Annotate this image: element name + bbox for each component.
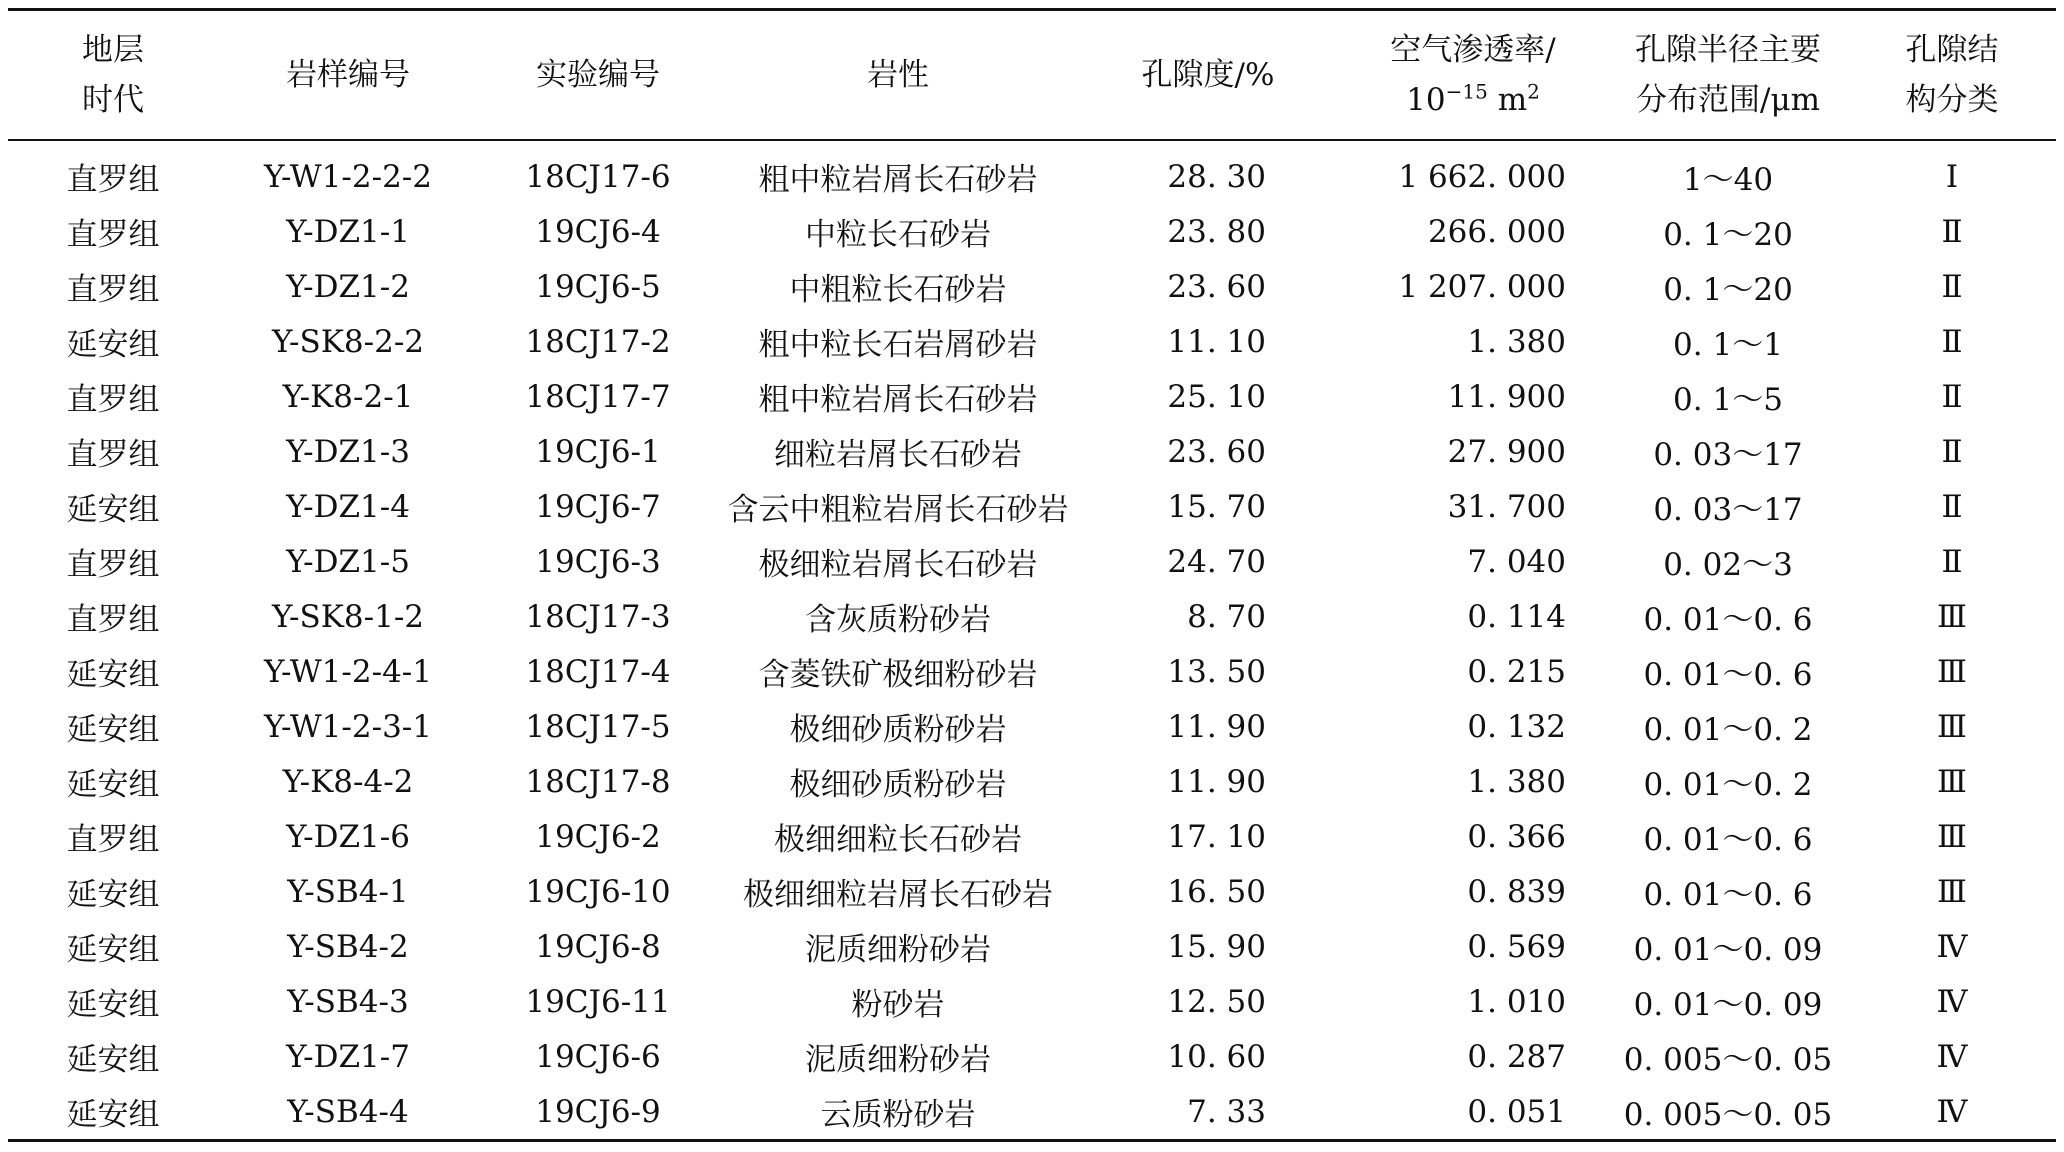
- cell-lithology: 细粒岩屑长石砂岩: [774, 437, 1022, 473]
- header-porosity-label: 孔隙度/%: [1141, 57, 1275, 93]
- table-row: [8, 699, 2056, 754]
- cell-pore-structure-class: Ⅱ: [1941, 378, 1963, 415]
- cell-porosity: 8. 70: [1187, 598, 1266, 635]
- cell-porosity: 13. 50: [1167, 653, 1266, 690]
- cell-lithology: 粗中粒岩屑长石砂岩: [758, 162, 1038, 198]
- cell-lithology: 含云中粗粒岩屑长石砂岩: [727, 492, 1069, 528]
- table-row: [8, 259, 2056, 314]
- cell-experiment-id: 19CJ6-7: [535, 488, 661, 525]
- cell-pore-structure-class: Ⅰ: [1945, 158, 1959, 195]
- cell-permeability: 0. 287: [1467, 1038, 1566, 1075]
- cell-stratum-age: 直罗组: [66, 602, 160, 638]
- cell-pore-radius-range: 0. 03～17: [1653, 437, 1803, 473]
- cell-permeability: 0. 839: [1467, 873, 1566, 910]
- table-row: [8, 479, 2056, 534]
- header-stratum-age-line2: 时代: [82, 82, 144, 118]
- cell-porosity: 23. 80: [1167, 213, 1266, 250]
- header-pore-class-line2: 构分类: [1905, 82, 1999, 118]
- cell-porosity: 12. 50: [1167, 983, 1266, 1020]
- cell-permeability: 1 662. 000: [1398, 158, 1566, 195]
- cell-experiment-id: 19CJ6-2: [535, 818, 661, 855]
- cell-experiment-id: 19CJ6-9: [478, 1084, 718, 1141]
- header-stratum-age: [8, 10, 218, 141]
- cell-pore-structure-class: Ⅲ: [1937, 708, 1967, 745]
- cell-permeability: 1. 380: [1467, 323, 1566, 360]
- cell-lithology: 粗中粒岩屑长石砂岩: [758, 382, 1038, 418]
- cell-sample-id: Y-DZ1-7: [286, 1038, 410, 1075]
- header-permeability-line2: [1338, 75, 1608, 125]
- cell-sample-id: Y-DZ1-2: [286, 268, 410, 305]
- cell-stratum-age: 延安组: [66, 932, 160, 968]
- cell-permeability: 7. 040: [1467, 543, 1566, 580]
- cell-permeability: 31. 700: [1447, 488, 1566, 525]
- cell-stratum-age: 直罗组: [66, 382, 160, 418]
- cell-experiment-id: 18CJ17-6: [525, 158, 671, 195]
- cell-porosity: 7. 33: [1078, 1084, 1338, 1141]
- cell-porosity: 23. 60: [1167, 433, 1266, 470]
- cell-sample-id: Y-K8-4-2: [282, 763, 414, 800]
- header-permeability-line1: 空气渗透率/: [1390, 32, 1556, 68]
- cell-sample-id: Y-W1-2-4-1: [263, 653, 433, 690]
- header-pore-radius-range: [1608, 10, 1848, 141]
- cell-pore-radius-range: 0. 03～17: [1653, 492, 1803, 528]
- cell-sample-id: Y-K8-2-1: [282, 378, 414, 415]
- cell-pore-structure-class: Ⅲ: [1937, 763, 1967, 800]
- header-pore-structure-class: [1848, 10, 2056, 141]
- header-lithology-label: 岩性: [867, 57, 929, 93]
- cell-sample-id: Y-DZ1-6: [286, 818, 410, 855]
- cell-lithology: 极细砂质粉砂岩: [789, 767, 1007, 803]
- table-row: [8, 140, 2056, 204]
- cell-pore-radius-range: 0. 1～5: [1673, 382, 1783, 418]
- cell-experiment-id: 19CJ6-11: [525, 983, 671, 1020]
- cell-porosity: 10. 60: [1167, 1038, 1266, 1075]
- header-experiment-id: [478, 10, 718, 141]
- cell-pore-radius-range: 0. 01～0. 09: [1633, 987, 1823, 1023]
- table-body: [8, 140, 2056, 1141]
- cell-experiment-id: 18CJ17-5: [525, 708, 671, 745]
- cell-porosity: 17. 10: [1167, 818, 1266, 855]
- cell-stratum-age: 延安组: [66, 657, 160, 693]
- cell-experiment-id: 18CJ17-8: [525, 763, 671, 800]
- cell-pore-structure-class: Ⅱ: [1941, 213, 1963, 250]
- header-permeability-base: 10: [1406, 82, 1446, 118]
- cell-sample-id: Y-SK8-2-2: [271, 323, 425, 360]
- cell-pore-structure-class: Ⅱ: [1941, 323, 1963, 360]
- cell-permeability: 11. 900: [1447, 378, 1566, 415]
- cell-porosity: 11. 90: [1167, 763, 1266, 800]
- header-sample-id: [218, 10, 478, 141]
- table-header: [8, 10, 2056, 141]
- cell-permeability: 0. 366: [1467, 818, 1566, 855]
- cell-pore-radius-range: 0. 1～1: [1673, 327, 1783, 363]
- cell-pore-radius-range: 0. 02～3: [1663, 547, 1793, 583]
- cell-experiment-id: 18CJ17-3: [525, 598, 671, 635]
- cell-experiment-id: 19CJ6-1: [535, 433, 661, 470]
- cell-pore-radius-range: 0. 1～20: [1663, 272, 1793, 308]
- cell-permeability: 266. 000: [1427, 213, 1566, 250]
- header-experiment-id-label: 实验编号: [536, 57, 660, 93]
- cell-stratum-age: 延安组: [8, 1084, 218, 1141]
- cell-porosity: 15. 90: [1167, 928, 1266, 965]
- table-row: [8, 1029, 2056, 1084]
- cell-pore-radius-range: 0. 005～0. 05: [1608, 1084, 1848, 1141]
- cell-permeability: 27. 900: [1447, 433, 1566, 470]
- cell-lithology: 粗中粒长石岩屑砂岩: [758, 327, 1038, 363]
- table-row: [8, 369, 2056, 424]
- cell-experiment-id: 19CJ6-10: [525, 873, 671, 910]
- cell-pore-radius-range: 1～40: [1682, 162, 1774, 198]
- header-row: [8, 10, 2056, 141]
- table-row: [8, 424, 2056, 479]
- cell-lithology: 粉砂岩: [851, 987, 945, 1023]
- cell-pore-structure-class: Ⅱ: [1941, 433, 1963, 470]
- cell-stratum-age: 延安组: [66, 987, 160, 1023]
- header-pore-radius-line2: 分布范围/μm: [1636, 82, 1820, 118]
- cell-porosity: 28. 30: [1167, 158, 1266, 195]
- table-row: [8, 644, 2056, 699]
- cell-stratum-age: 延安组: [66, 1042, 160, 1078]
- cell-pore-radius-range: 0. 01～0. 6: [1643, 602, 1813, 638]
- table-row: [8, 919, 2056, 974]
- cell-experiment-id: 19CJ6-8: [535, 928, 661, 965]
- cell-pore-radius-range: 0. 01～0. 2: [1643, 712, 1813, 748]
- cell-porosity: 11. 90: [1167, 708, 1266, 745]
- cell-lithology: 含灰质粉砂岩: [805, 602, 991, 638]
- cell-stratum-age: 直罗组: [66, 272, 160, 308]
- cell-lithology: 中粗粒长石砂岩: [789, 272, 1007, 308]
- cell-sample-id: Y-SB4-2: [287, 928, 409, 965]
- cell-permeability: 1 207. 000: [1398, 268, 1566, 305]
- cell-pore-structure-class: Ⅱ: [1941, 543, 1963, 580]
- cell-pore-structure-class: Ⅱ: [1941, 268, 1963, 305]
- table-row: [8, 1084, 2056, 1141]
- cell-stratum-age: 直罗组: [66, 822, 160, 858]
- cell-experiment-id: 19CJ6-5: [535, 268, 661, 305]
- header-permeability-unit-exponent: 2: [1527, 79, 1540, 104]
- table-row: [8, 534, 2056, 589]
- cell-pore-structure-class: Ⅳ: [1936, 1038, 1968, 1075]
- cell-porosity: 16. 50: [1167, 873, 1266, 910]
- cell-stratum-age: 直罗组: [66, 162, 160, 198]
- cell-pore-radius-range: 0. 01～0. 09: [1633, 932, 1823, 968]
- cell-pore-radius-range: 0. 01～0. 2: [1643, 767, 1813, 803]
- cell-permeability: 1. 010: [1467, 983, 1566, 1020]
- cell-lithology: 泥质细粉砂岩: [805, 932, 991, 968]
- cell-sample-id: Y-DZ1-4: [286, 488, 410, 525]
- cell-stratum-age: 直罗组: [66, 547, 160, 583]
- header-sample-id-label: 岩样编号: [286, 57, 410, 93]
- cell-lithology: 极细砂质粉砂岩: [789, 712, 1007, 748]
- cell-stratum-age: 延安组: [66, 767, 160, 803]
- cell-lithology: 中粒长石砂岩: [805, 217, 991, 253]
- cell-stratum-age: 延安组: [66, 712, 160, 748]
- cell-sample-id: Y-W1-2-2-2: [263, 158, 433, 195]
- header-porosity: [1078, 10, 1338, 141]
- header-permeability-unit: m: [1487, 82, 1528, 118]
- table-row: [8, 754, 2056, 809]
- cell-pore-structure-class: Ⅲ: [1937, 873, 1967, 910]
- header-permeability-exponent: −15: [1445, 79, 1488, 104]
- header-permeability: [1338, 10, 1608, 141]
- cell-porosity: 25. 10: [1167, 378, 1266, 415]
- cell-sample-id: Y-DZ1-1: [286, 213, 410, 250]
- cell-pore-structure-class: Ⅳ: [1848, 1084, 2056, 1141]
- cell-stratum-age: 延安组: [66, 492, 160, 528]
- header-pore-class-line1: 孔隙结: [1905, 32, 1999, 68]
- cell-lithology: 云质粉砂岩: [718, 1084, 1078, 1141]
- pore-structure-table: [8, 8, 2056, 1142]
- table-row: [8, 974, 2056, 1029]
- cell-experiment-id: 19CJ6-3: [535, 543, 661, 580]
- header-lithology: [718, 10, 1078, 141]
- cell-permeability: 0. 569: [1467, 928, 1566, 965]
- cell-porosity: 24. 70: [1167, 543, 1266, 580]
- cell-porosity: 23. 60: [1167, 268, 1266, 305]
- table-row: [8, 204, 2056, 259]
- cell-pore-structure-class: Ⅲ: [1937, 653, 1967, 690]
- cell-lithology: 极细细粒长石砂岩: [774, 822, 1022, 858]
- cell-porosity: 15. 70: [1167, 488, 1266, 525]
- cell-sample-id: Y-SB4-4: [218, 1084, 478, 1141]
- data-table-container: [8, 8, 2056, 1142]
- cell-stratum-age: 延安组: [66, 327, 160, 363]
- cell-sample-id: Y-SK8-1-2: [271, 598, 425, 635]
- cell-sample-id: Y-SB4-1: [287, 873, 409, 910]
- cell-lithology: 含菱铁矿极细粉砂岩: [758, 657, 1038, 693]
- cell-porosity: 11. 10: [1167, 323, 1266, 360]
- cell-permeability: 0. 051: [1338, 1084, 1608, 1141]
- cell-sample-id: Y-SB4-3: [287, 983, 409, 1020]
- cell-sample-id: Y-DZ1-5: [286, 543, 410, 580]
- cell-permeability: 0. 215: [1467, 653, 1566, 690]
- cell-sample-id: Y-W1-2-3-1: [263, 708, 433, 745]
- cell-pore-structure-class: Ⅳ: [1936, 983, 1968, 1020]
- cell-experiment-id: 19CJ6-4: [535, 213, 661, 250]
- cell-pore-structure-class: Ⅲ: [1937, 598, 1967, 635]
- cell-lithology: 泥质细粉砂岩: [805, 1042, 991, 1078]
- cell-permeability: 0. 114: [1467, 598, 1566, 635]
- table-row: [8, 809, 2056, 864]
- header-stratum-age-line1: 地层: [82, 32, 144, 68]
- cell-stratum-age: 直罗组: [66, 437, 160, 473]
- cell-experiment-id: 18CJ17-7: [525, 378, 671, 415]
- cell-permeability: 0. 132: [1467, 708, 1566, 745]
- cell-stratum-age: 延安组: [66, 877, 160, 913]
- cell-pore-radius-range: 0. 005～0. 05: [1623, 1042, 1833, 1078]
- table-row: [8, 864, 2056, 919]
- cell-lithology: 极细粒岩屑长石砂岩: [758, 547, 1038, 583]
- cell-pore-structure-class: Ⅳ: [1936, 928, 1968, 965]
- cell-experiment-id: 18CJ17-2: [525, 323, 671, 360]
- cell-pore-radius-range: 0. 01～0. 6: [1643, 822, 1813, 858]
- cell-experiment-id: 19CJ6-6: [535, 1038, 661, 1075]
- header-pore-radius-line1: 孔隙半径主要: [1635, 32, 1821, 68]
- table-row: [8, 589, 2056, 644]
- cell-pore-radius-range: 0. 01～0. 6: [1643, 657, 1813, 693]
- cell-pore-radius-range: 0. 01～0. 6: [1643, 877, 1813, 913]
- cell-pore-structure-class: Ⅲ: [1937, 818, 1967, 855]
- cell-lithology: 极细细粒岩屑长石砂岩: [743, 877, 1053, 913]
- cell-permeability: 1. 380: [1467, 763, 1566, 800]
- cell-pore-radius-range: 0. 1～20: [1663, 217, 1793, 253]
- cell-stratum-age: 直罗组: [66, 217, 160, 253]
- cell-pore-structure-class: Ⅱ: [1941, 488, 1963, 525]
- cell-sample-id: Y-DZ1-3: [286, 433, 410, 470]
- cell-experiment-id: 18CJ17-4: [525, 653, 671, 690]
- table-row: [8, 314, 2056, 369]
